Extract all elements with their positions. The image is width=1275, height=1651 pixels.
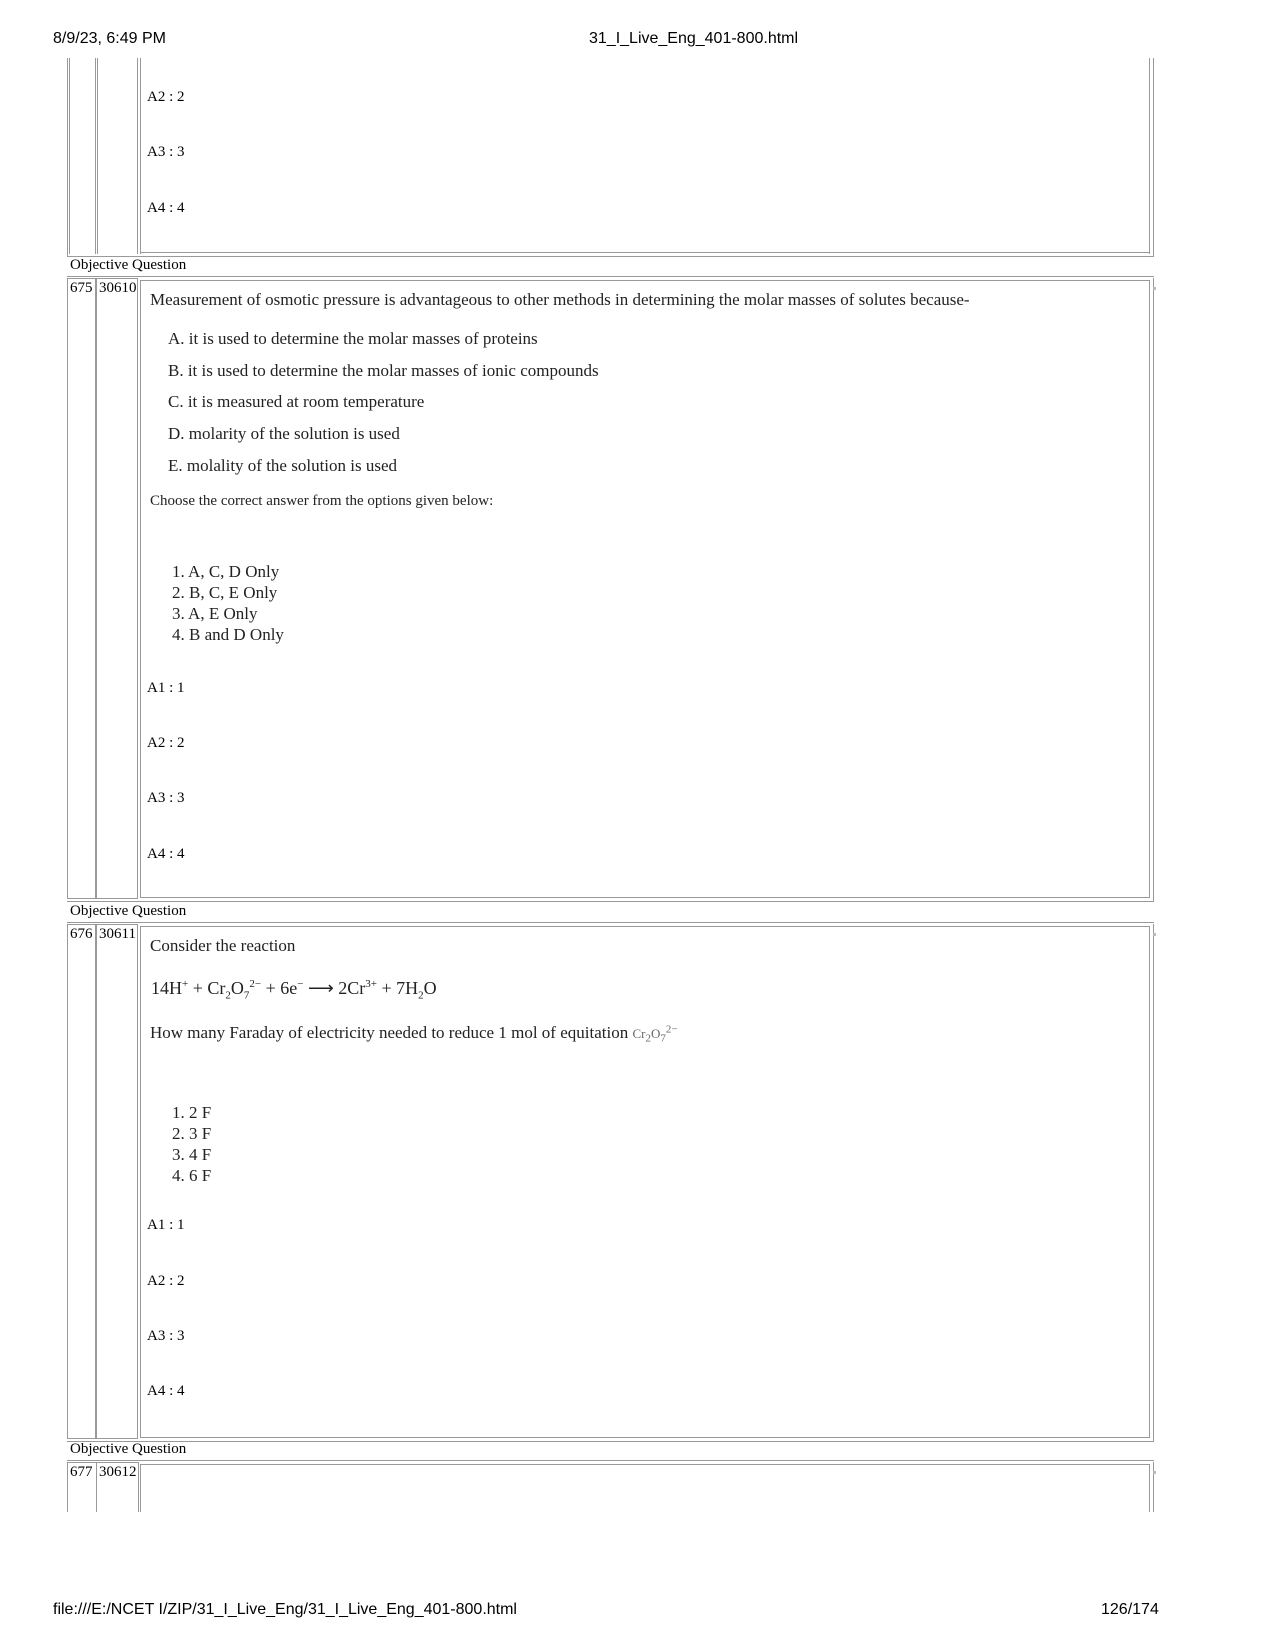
answer-option: A4 : 4 [147, 846, 185, 862]
choice-1: 1. 2 F [172, 1103, 212, 1122]
print-file-path: file:///E:/NCET I/ZIP/31_I_Live_Eng/31_I_Live_Eng_401-800.html [53, 1601, 517, 1618]
dichromate-ion: $Cr_2O_7^{2-}$ [632, 1023, 678, 1045]
statement-c: C. it is measured at room temperature [168, 392, 425, 411]
statement-e: E. molality of the solution is used [168, 456, 398, 475]
answer-option: A3 : 3 [147, 1328, 185, 1344]
answer-option: A4 : 4 [147, 1383, 185, 1399]
question-id: 30611 [99, 926, 136, 942]
reaction-arrow: ⟶ [303, 978, 339, 998]
choice-4: 4. 6 F [172, 1166, 212, 1185]
statement-a: A. it is used to determine the molar masses of proteins [168, 329, 538, 348]
statement-d: D. molarity of the solution is used [168, 424, 400, 443]
question-text-2: How many Faraday of electricity needed to reduce 1 mol of equitation $Cr_2O_7^{2-}$ [150, 1023, 678, 1045]
choice-1: 1. A, C, D Only [172, 562, 280, 581]
choice-4: 4. B and D Only [172, 625, 284, 644]
choice-3: 3. A, E Only [172, 604, 258, 623]
print-title: 31_I_Live_Eng_401-800.html [589, 30, 799, 47]
answer-option: A3 : 3 [147, 144, 185, 160]
answer-option: A2 : 2 [147, 89, 185, 105]
answer-option: A2 : 2 [147, 735, 185, 751]
question-type-label: Objective Question [70, 1441, 187, 1457]
choice-3: 3. 4 F [172, 1145, 212, 1164]
choice-2: 2. B, C, E Only [172, 583, 278, 602]
answer-option: A1 : 1 [147, 680, 185, 696]
page-number: 126/174 [1101, 1601, 1159, 1618]
answer-option: A2 : 2 [147, 1273, 185, 1289]
reaction-equation: $14H^+ + Cr_2O_7^{2-} + 6e^-$ ⟶ $2Cr^{3+} + 7H_2O$ [151, 978, 437, 1002]
question-id: 30610 [99, 280, 137, 296]
answer-option: A1 : 1 [147, 1217, 185, 1233]
instruction-text: Choose the correct answer from the options given below: [150, 493, 494, 509]
choice-2: 2. 3 F [172, 1124, 212, 1143]
serial-number: 675 [70, 280, 93, 296]
serial-number: 676 [70, 926, 93, 942]
question-type-label: Objective Question [70, 903, 187, 919]
print-datetime: 8/9/23, 6:49 PM [53, 30, 166, 47]
question-text: Consider the reaction [150, 936, 296, 955]
answer-option: A3 : 3 [147, 790, 185, 806]
question-type-label: Objective Question [70, 257, 187, 273]
statement-b: B. it is used to determine the molar masses of ionic compounds [168, 361, 599, 380]
serial-number: 677 [70, 1464, 93, 1480]
question-text: Measurement of osmotic pressure is advantageous to other methods in determining the molar masses of solutes because- [150, 290, 970, 309]
question-id: 30612 [99, 1464, 137, 1480]
answer-option: A4 : 4 [147, 200, 185, 216]
